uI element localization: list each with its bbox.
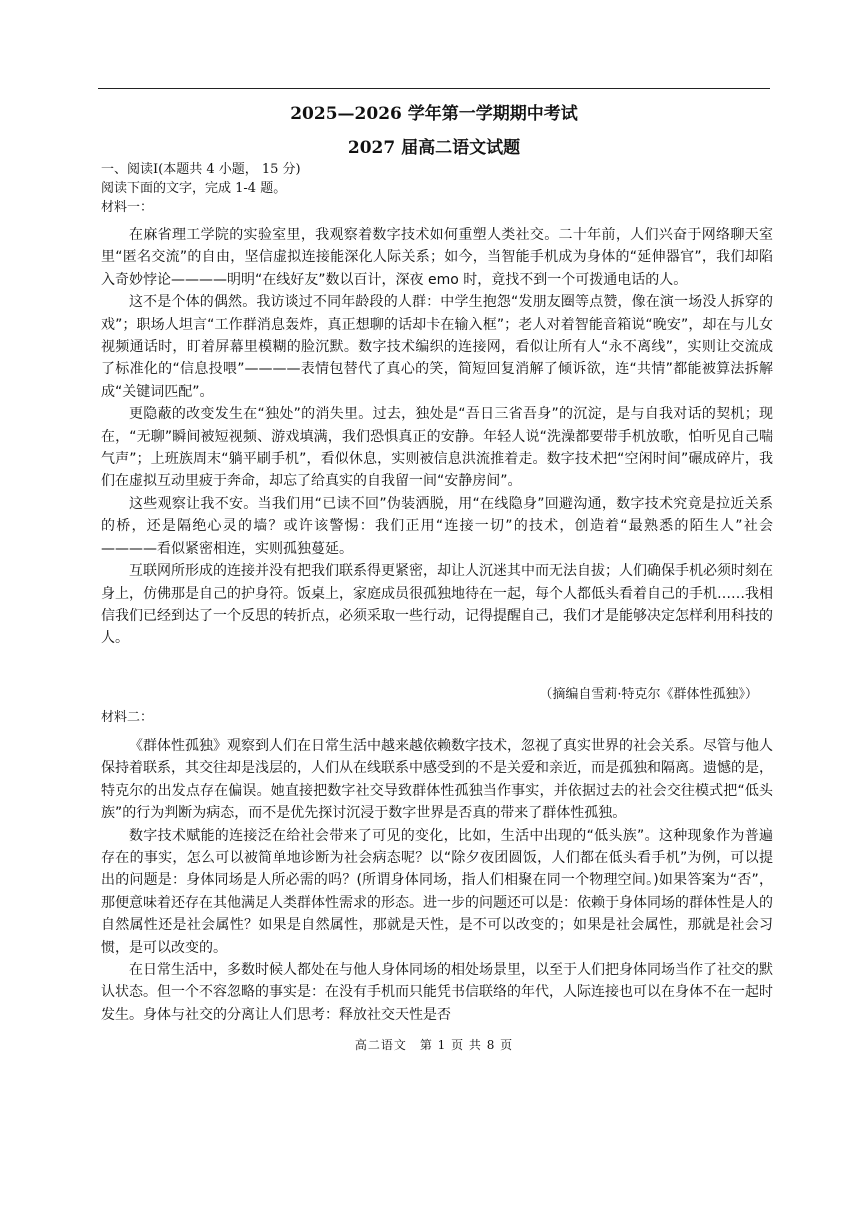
section-heading: 一、阅读Ⅰ(本题共 4 小题， 15 分) xyxy=(101,162,301,177)
material1-paragraph: 这不是个体的偶然。我访谈过不同年龄段的人群：中学生抱怨“发朋友圈等点赞，像在演一场没人拆穿的戏”；职场人坦言“工作群消息轰炸，真正想聊的话却卡在输入框”；老人对着智能音箱说“晚安”，却在与儿女视频通话时，盯着屏幕里模糊的脸沉默。数字技术编织的连接网，看似让所有人“永不离线”，实则让交流成了标准化的“信息投喂”————表情包替代了真心的笑，简短回复消解了倾诉欲，连“共情”都能被算法拆解成“关键词匹配”。 xyxy=(101,294,773,400)
page-footer: 高二语文 第 1 页 共 8 页 xyxy=(354,1038,514,1052)
material1-paragraph: 互联网所形成的连接并没有把我们联系得更紧密，却让人沉迷其中而无法自拔；人们确保手机必须时刻在身上，仿佛那是自己的护身符。饭桌上，家庭成员很孤独地待在一起，每个人都低头看着自己的手机……我相信我们已经到达了一个反思的转折点，必须采取一些行动，记得提醒自己，我们才是能够决定怎样利用科技的人。 xyxy=(101,563,773,647)
material2-label: 材料二： xyxy=(101,710,154,725)
material2-body xyxy=(101,735,773,1026)
section-instruction: 阅读下面的文字，完成 1-4 题。 xyxy=(101,181,287,196)
material2-paragraph: 在日常生活中，多数时候人都处在与他人身体同场的相处场景里，以至于人们把身体同场当作了社交的默认状态。但一个不容忽略的事实是：在没有手机而只能凭书信联络的年代，人际连接也可以在身体不在一起时发生。身体与社交的分离让人们思考：释放社交天性是否 xyxy=(101,962,773,1023)
material2-paragraph: 《群体性孤独》观察到人们在日常生活中越来越依赖数字技术，忽视了真实世界的社会关系。尽管与他人保持着联系，其交往却是浅层的，人们从在线联系中感受到的不是关爱和亲近，而是孤独和隔离。遗憾的是，特克尔的出发点存在偏误。她直接把数字社交导致群体性孤独当作事实，并依据过去的社会交往模式把“低头族”的行为判断为病态，而不是优先探讨沉浸于数字世界是否真的带来了群体性孤独。 xyxy=(101,738,773,822)
exam-subtitle: 2027 届高二语文试题 xyxy=(347,138,521,158)
material1-body xyxy=(101,224,773,650)
header-rule xyxy=(98,88,770,89)
material1-paragraph: 这些观察让我不安。当我们用“已读不回”伪装洒脱，用“在线隐身”回避沟通，数字技术究竟是拉近关系的桥，还是隔绝心灵的墙？或许该警惕：我们正用“连接一切”的技术，创造着“最熟悉的陌生人”社会————看似紧密相连，实则孤独蔓延。 xyxy=(101,495,773,557)
material1-source: （摘编自雪莉·特克尔《群体性孤独》） xyxy=(539,687,758,702)
material2-paragraph: 数字技术赋能的连接泛在给社会带来了可见的变化，比如，生活中出现的“低头族”。这种现象作为普遍存在的事实，怎么可以被简单地诊断为社会病态呢？以“除夕夜团圆饭，人们都在低头看手机”为例，可以提出的问题是：身体同场是人所必需的吗？(所谓身体同场，指人们相聚在同一个物理空间。)如果答案为“否”，那便意味着还存在其他满足人类群体性需求的形态。进一步的问题还可以是：依赖于身体同场的群体性是人的自然属性还是社会属性？如果是自然属性，那就是天性，是不可以改变的；如果是社会属性，那就是社会习惯，是可以改变的。 xyxy=(101,827,773,956)
material1-paragraph: 在麻省理工学院的实验室里，我观察着数字技术如何重塑人类社交。二十年前，人们兴奋于网络聊天室里“匿名交流”的自由，坚信虚拟连接能深化人际关系；如今，当智能手机成为身体的“延伸器官”，我们却陷入奇妙悖论————明明“在线好友”数以百计，深夜 emo 时，竟找不到一个可拨通电话的人。 xyxy=(101,227,773,288)
exam-title: 2025—2026 学年第一学期期中考试 xyxy=(290,104,578,124)
material1-paragraph: 更隐蔽的改变发生在“独处”的消失里。过去，独处是“吾日三省吾身”的沉淀，是与自我对话的契机；现在，“无聊”瞬间被短视频、游戏填满，我们恐惧真正的安静。年轻人说“洗澡都要带手机放歌，怕听见自己喘气声”；上班族周末“躺平刷手机”，看似休息，实则被信息洪流推着走。数字技术把“空闲时间”碾成碎片，我们在虚拟互动里疲于奔命，却忘了给真实的自我留一间“安静房间”。 xyxy=(101,406,773,490)
material1-label: 材料一： xyxy=(101,200,154,215)
